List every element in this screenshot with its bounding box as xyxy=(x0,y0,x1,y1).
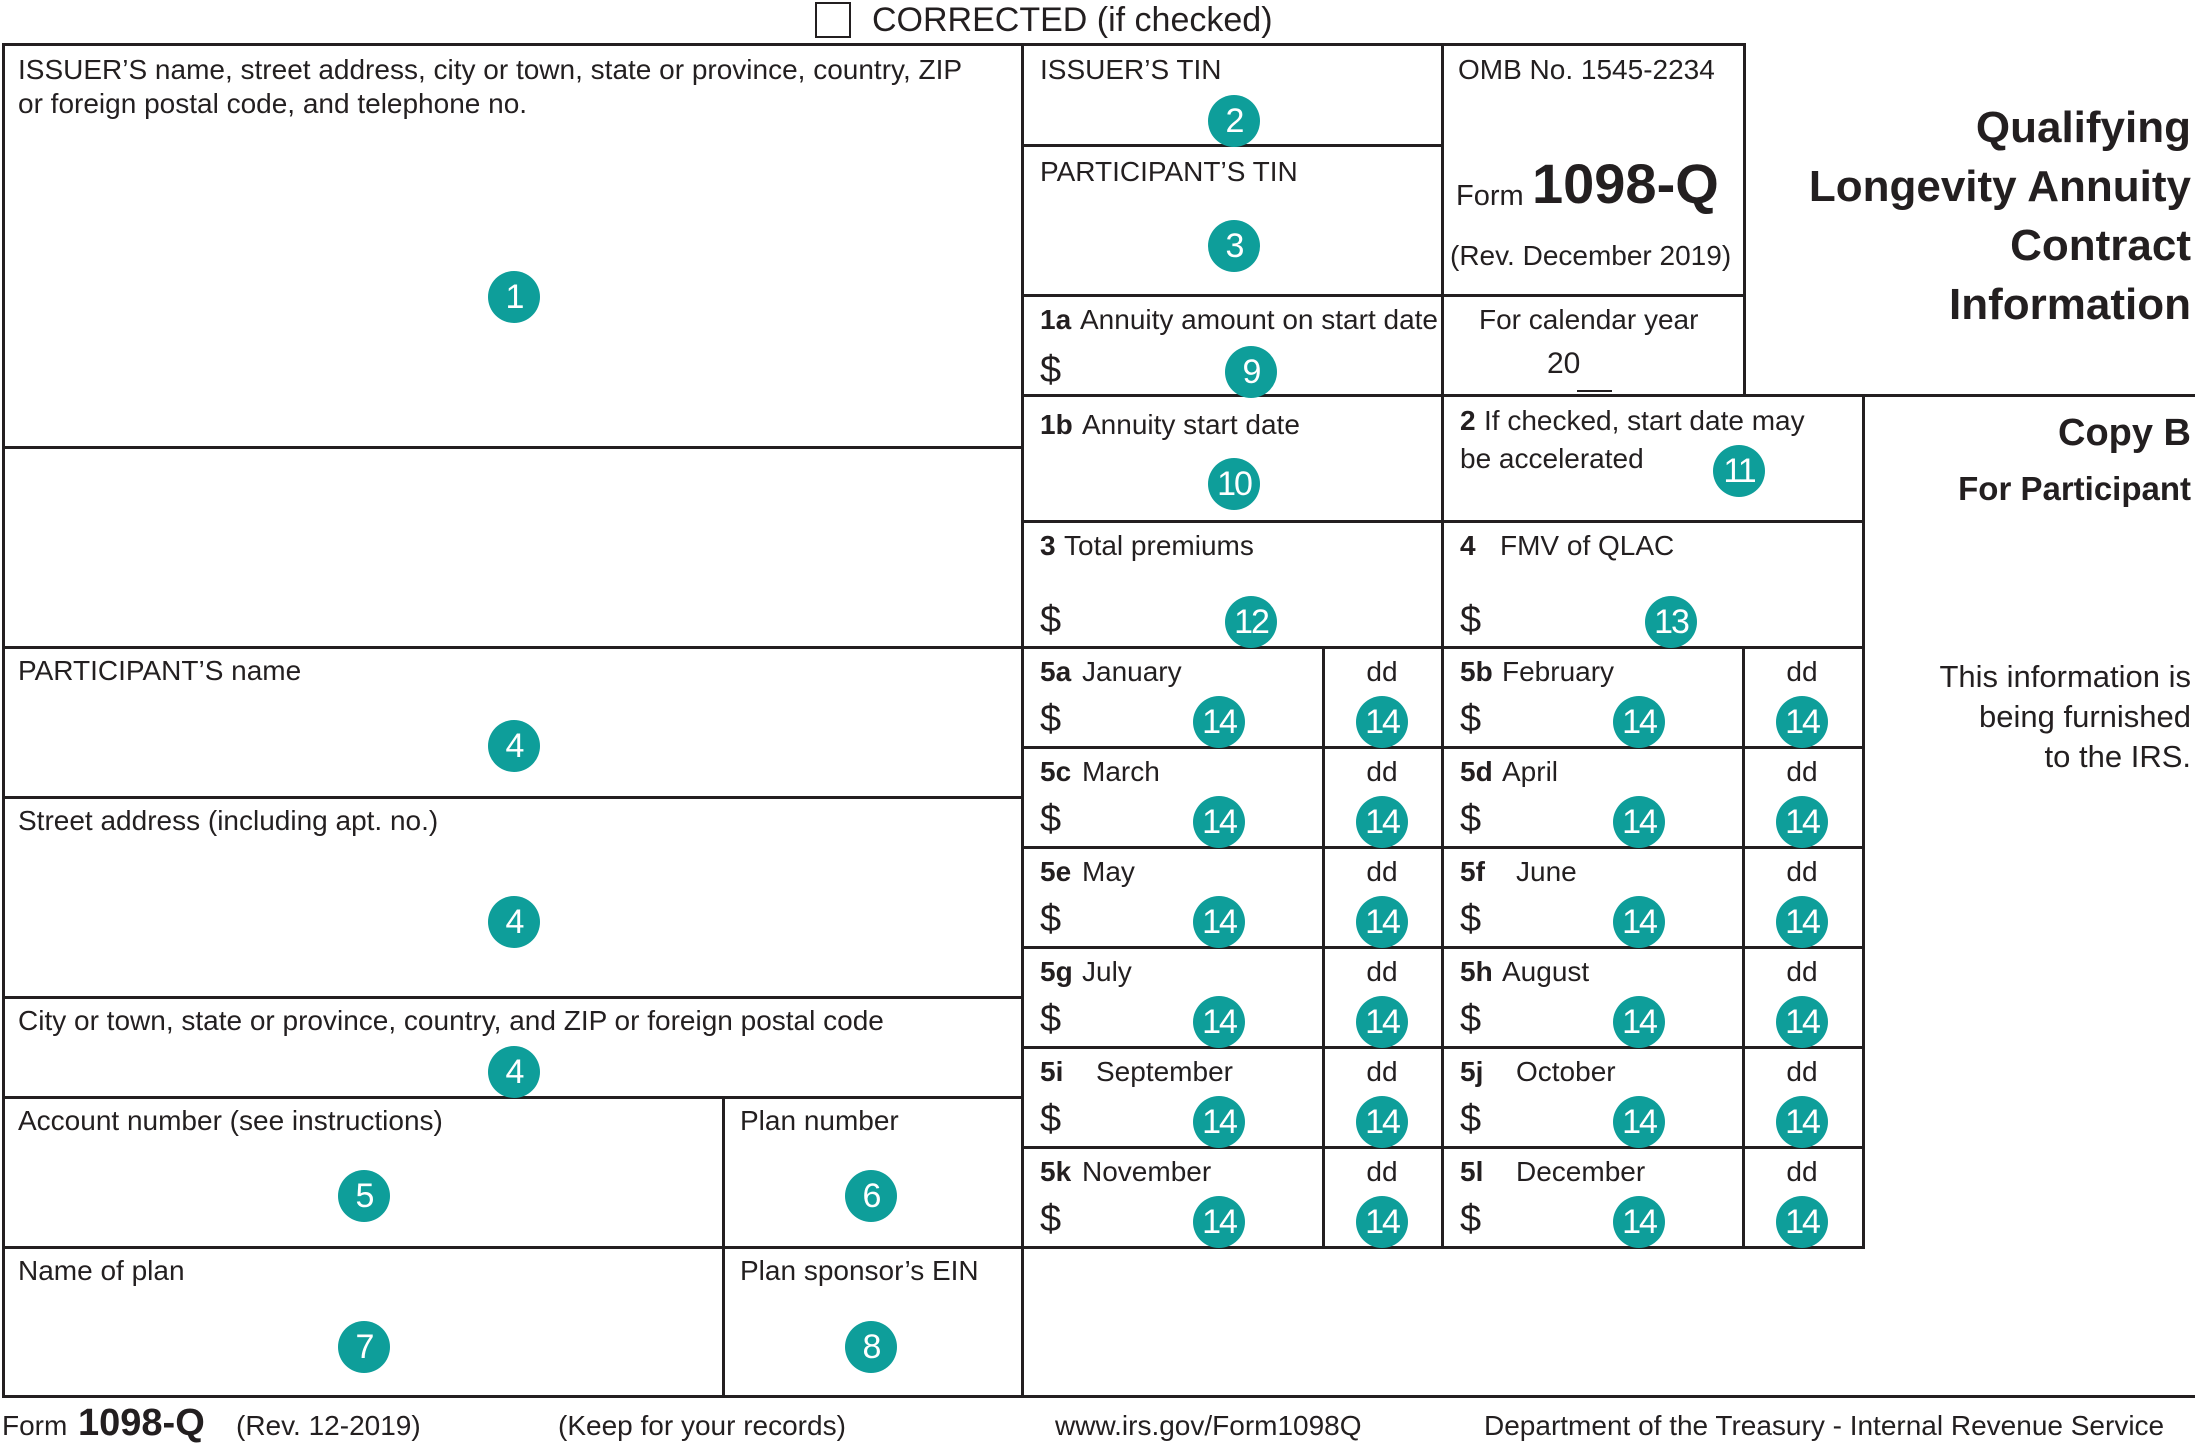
month-day-input[interactable] xyxy=(1761,1194,1841,1242)
rule xyxy=(1021,846,1865,849)
field-badge: 10 xyxy=(1208,458,1260,510)
month-day-input[interactable] xyxy=(1341,794,1421,842)
rule xyxy=(1021,1146,1865,1149)
rule xyxy=(1743,43,1746,397)
month-amount-badge: 14 xyxy=(1613,1196,1665,1248)
irs-notice-line-2: being furnished xyxy=(1979,699,2191,734)
rule xyxy=(1021,520,1865,523)
month-amount-input[interactable] xyxy=(1501,1194,1737,1242)
footer-department: Department of the Treasury - Internal Revenue Service xyxy=(1484,1410,2165,1441)
day-label: dd xyxy=(1366,756,1398,787)
form-revision: (Rev. December 2019) xyxy=(1450,240,1732,271)
month-amount-badge: 14 xyxy=(1613,1096,1665,1148)
rule xyxy=(2,43,1746,46)
day-label: dd xyxy=(1366,856,1398,887)
form-title-line-2: Longevity Annuity xyxy=(1808,162,2191,211)
month-box-number: 5i xyxy=(1040,1056,1064,1087)
rule xyxy=(1021,746,1865,749)
dollar-sign: $ xyxy=(1460,898,1482,940)
footer-form-prefix: Form xyxy=(2,1410,68,1441)
rule xyxy=(2,1395,2195,1398)
month-amount-input[interactable] xyxy=(1501,694,1737,742)
field-badge: 6 xyxy=(845,1170,897,1222)
month-name-label: January xyxy=(1082,656,1182,687)
field-badge: 1 xyxy=(488,271,540,323)
month-day-input[interactable] xyxy=(1761,994,1841,1042)
footer-revision: (Rev. 12-2019) xyxy=(236,1410,421,1441)
field-badge: 12 xyxy=(1225,596,1277,648)
rule xyxy=(2,796,1024,799)
month-day-badge: 14 xyxy=(1356,696,1408,748)
field-badge: 3 xyxy=(1208,220,1260,272)
participant-tin-label: PARTICIPANT’S TIN xyxy=(1040,156,1298,187)
month-box-number: 5j xyxy=(1460,1056,1484,1087)
dollar-sign: $ xyxy=(1040,798,1062,840)
month-box-number: 5a xyxy=(1040,656,1072,687)
month-day-badge: 14 xyxy=(1776,1096,1828,1148)
day-label: dd xyxy=(1366,1156,1398,1187)
month-box-number: 5b xyxy=(1460,656,1493,687)
sponsor-ein-label: Plan sponsor’s EIN xyxy=(740,1255,979,1286)
corrected-checkbox[interactable] xyxy=(815,2,851,38)
month-day-badge: 14 xyxy=(1776,1196,1828,1248)
field-badge: 9 xyxy=(1225,346,1277,398)
form-prefix: Form xyxy=(1456,180,1524,212)
box-1b-number: 1b xyxy=(1040,409,1073,440)
month-name-label: August xyxy=(1502,956,1590,987)
dollar-sign: $ xyxy=(1040,698,1062,740)
rule xyxy=(1021,946,1865,949)
month-amount-input[interactable] xyxy=(1501,994,1737,1042)
calendar-year-prefix: 20 xyxy=(1547,347,1581,380)
copy-label: Copy B xyxy=(2058,412,2191,454)
month-amount-badge: 14 xyxy=(1193,696,1245,748)
issuer-name-label: ISSUER’S name, street address, city or town, state or province, country, ZIP xyxy=(18,54,963,85)
month-amount-input[interactable] xyxy=(1081,894,1317,942)
rule xyxy=(1021,1046,1865,1049)
dollar-sign: $ xyxy=(1040,1198,1062,1240)
month-amount-input[interactable] xyxy=(1081,1094,1317,1142)
rule xyxy=(1021,43,1024,1398)
month-amount-input[interactable] xyxy=(1501,794,1737,842)
plan-number-label: Plan number xyxy=(740,1105,899,1136)
dollar-sign: $ xyxy=(1460,798,1482,840)
form-title-line-3: Contract xyxy=(2010,221,2191,270)
month-box-number: 5c xyxy=(1040,756,1072,787)
box-4-number: 4 xyxy=(1460,530,1476,561)
street-address-label: Street address (including apt. no.) xyxy=(18,805,439,836)
footer-keep-records: (Keep for your records) xyxy=(558,1410,846,1441)
dollar-sign: $ xyxy=(1460,1098,1482,1140)
box-1a-number: 1a xyxy=(1040,304,1072,335)
issuer-address-continuation[interactable] xyxy=(10,452,1010,642)
month-box-number: 5h xyxy=(1460,956,1493,987)
calendar-year-input[interactable] xyxy=(1577,350,1613,390)
month-day-input[interactable] xyxy=(1761,894,1841,942)
month-amount-badge: 14 xyxy=(1613,896,1665,948)
dollar-sign: $ xyxy=(1040,998,1062,1040)
day-label: dd xyxy=(1366,656,1398,687)
participant-name-label: PARTICIPANT’S name xyxy=(18,655,302,686)
month-day-badge: 14 xyxy=(1776,996,1828,1048)
month-name-label: December xyxy=(1516,1156,1646,1187)
form-number: 1098-Q xyxy=(1532,152,1719,215)
month-day-input[interactable] xyxy=(1761,694,1841,742)
form-title-line-4: Information xyxy=(1949,280,2191,329)
box-2-checkbox-badge[interactable]: 11 xyxy=(1713,445,1765,497)
day-label: dd xyxy=(1786,856,1818,887)
rule xyxy=(1441,43,1444,1247)
month-amount-badge: 14 xyxy=(1193,1196,1245,1248)
dollar-sign: $ xyxy=(1460,998,1482,1040)
month-day-badge: 14 xyxy=(1356,896,1408,948)
month-amount-badge: 14 xyxy=(1193,1096,1245,1148)
dollar-sign: $ xyxy=(1040,898,1062,940)
dollar-sign: $ xyxy=(1460,698,1482,740)
rule xyxy=(2,43,5,1398)
issuer-tin-label: ISSUER’S TIN xyxy=(1040,54,1222,85)
month-name-label: November xyxy=(1082,1156,1212,1187)
issuer-name-label-line2: or foreign postal code, and telephone no. xyxy=(18,88,528,119)
field-badge: 4 xyxy=(488,1046,540,1098)
box-2-number: 2 xyxy=(1460,405,1476,436)
month-amount-input[interactable] xyxy=(1501,894,1737,942)
month-amount-badge: 14 xyxy=(1193,996,1245,1048)
field-badge: 2 xyxy=(1208,95,1260,147)
footer-url: www.irs.gov/Form1098Q xyxy=(1055,1410,1362,1441)
month-day-badge: 14 xyxy=(1776,696,1828,748)
month-box-number: 5g xyxy=(1040,956,1073,987)
rule xyxy=(2,1246,1865,1249)
box-1a-label: Annuity amount on start date xyxy=(1080,304,1438,335)
plan-name-label: Name of plan xyxy=(18,1255,185,1286)
rule xyxy=(2,646,1865,649)
dollar-sign: $ xyxy=(1040,349,1062,391)
month-name-label: April xyxy=(1502,756,1559,787)
month-day-badge: 14 xyxy=(1356,1196,1408,1248)
month-name-label: September xyxy=(1096,1056,1233,1087)
month-box-number: 5e xyxy=(1040,856,1072,887)
month-amount-input[interactable] xyxy=(1081,794,1317,842)
month-box-number: 5k xyxy=(1040,1156,1072,1187)
month-amount-badge: 14 xyxy=(1193,796,1245,848)
field-badge: 4 xyxy=(488,896,540,948)
rule xyxy=(1021,294,1744,297)
rule xyxy=(2,996,1024,999)
box-1b-label: Annuity start date xyxy=(1082,409,1300,440)
dollar-sign: $ xyxy=(1460,1198,1482,1240)
field-badge: 4 xyxy=(488,720,540,772)
month-amount-badge: 14 xyxy=(1193,896,1245,948)
month-day-input[interactable] xyxy=(1341,1194,1421,1242)
month-day-input[interactable] xyxy=(1341,694,1421,742)
day-label: dd xyxy=(1786,1156,1818,1187)
rule xyxy=(1577,390,1612,392)
month-day-input[interactable] xyxy=(1761,1094,1841,1142)
calendar-year-label: For calendar year xyxy=(1479,304,1699,335)
day-label: dd xyxy=(1786,656,1818,687)
month-day-badge: 14 xyxy=(1356,996,1408,1048)
day-label: dd xyxy=(1366,956,1398,987)
corrected-label: CORRECTED (if checked) xyxy=(872,1,1273,39)
day-label: dd xyxy=(1786,756,1818,787)
omb-number: OMB No. 1545-2234 xyxy=(1458,54,1715,85)
month-box-number: 5d xyxy=(1460,756,1493,787)
rule xyxy=(1021,394,2195,397)
rule xyxy=(2,446,1024,449)
box-4-label: FMV of QLAC xyxy=(1500,530,1675,561)
month-name-label: July xyxy=(1082,956,1132,987)
field-badge: 13 xyxy=(1645,596,1697,648)
month-name-label: October xyxy=(1516,1056,1616,1087)
field-badge: 5 xyxy=(338,1170,390,1222)
month-name-label: March xyxy=(1082,756,1160,787)
month-amount-input[interactable] xyxy=(1081,1194,1317,1242)
month-day-input[interactable] xyxy=(1341,894,1421,942)
copy-for-label: For Participant xyxy=(1958,470,2191,507)
month-day-input[interactable] xyxy=(1761,794,1841,842)
footer-form-number: 1098-Q xyxy=(78,1402,205,1444)
city-label: City or town, state or province, country, and ZIP or foreign postal code xyxy=(18,1005,884,1036)
month-amount-input[interactable] xyxy=(1081,694,1317,742)
month-day-badge: 14 xyxy=(1776,796,1828,848)
month-name-label: February xyxy=(1502,656,1615,687)
box-2-label: If checked, start date may xyxy=(1484,405,1805,436)
dollar-sign: $ xyxy=(1460,599,1482,641)
month-box-number: 5f xyxy=(1460,856,1485,887)
box-3-number: 3 xyxy=(1040,530,1056,561)
form-title-line-1: Qualifying xyxy=(1975,103,2191,152)
month-day-input[interactable] xyxy=(1341,1094,1421,1142)
month-amount-input[interactable] xyxy=(1081,994,1317,1042)
month-name-label: May xyxy=(1082,856,1135,887)
day-label: dd xyxy=(1366,1056,1398,1087)
month-day-input[interactable] xyxy=(1341,994,1421,1042)
month-amount-badge: 14 xyxy=(1613,696,1665,748)
irs-notice-line-1: This information is xyxy=(1939,659,2191,694)
month-day-badge: 14 xyxy=(1356,1096,1408,1148)
irs-notice-line-3: to the IRS. xyxy=(2044,739,2191,774)
day-label: dd xyxy=(1786,956,1818,987)
month-amount-input[interactable] xyxy=(1501,1094,1737,1142)
month-amount-badge: 14 xyxy=(1613,796,1665,848)
issuer-name-input[interactable] xyxy=(10,125,1010,440)
account-number-label: Account number (see instructions) xyxy=(18,1105,443,1136)
dollar-sign: $ xyxy=(1040,1098,1062,1140)
month-name-label: June xyxy=(1516,856,1577,887)
field-badge: 7 xyxy=(338,1321,390,1373)
month-amount-badge: 14 xyxy=(1613,996,1665,1048)
box-2-label-line2: be accelerated xyxy=(1460,443,1644,474)
month-day-badge: 14 xyxy=(1356,796,1408,848)
month-box-number: 5l xyxy=(1460,1156,1484,1187)
day-label: dd xyxy=(1786,1056,1818,1087)
field-badge: 8 xyxy=(845,1321,897,1373)
dollar-sign: $ xyxy=(1040,599,1062,641)
box-3-label: Total premiums xyxy=(1064,530,1254,561)
month-day-badge: 14 xyxy=(1776,896,1828,948)
